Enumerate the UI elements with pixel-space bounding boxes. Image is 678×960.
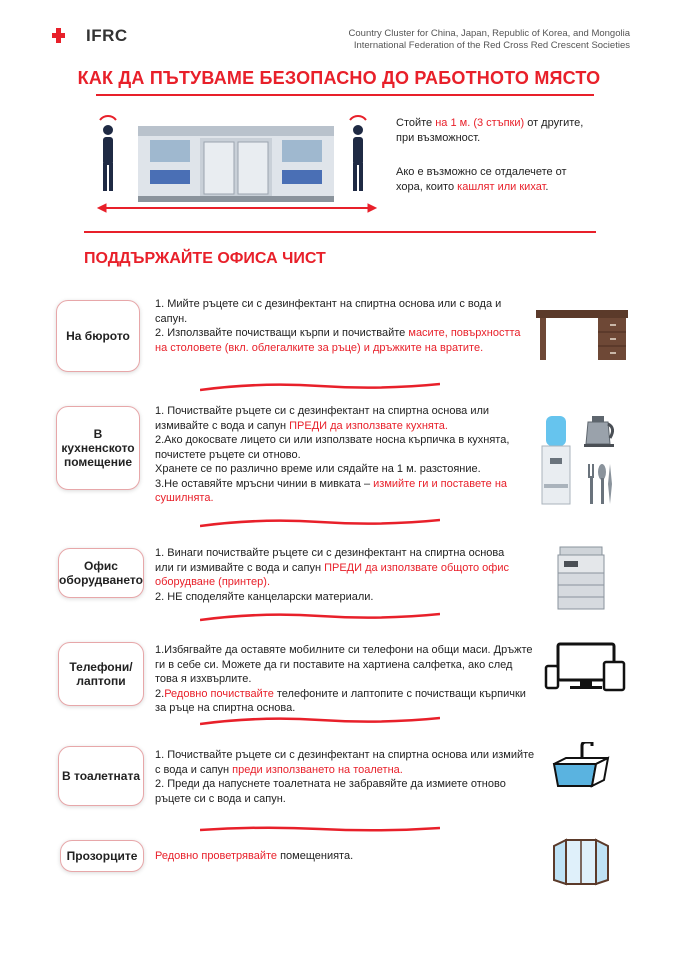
subway-distance-illustration <box>92 108 382 218</box>
divider-squiggle <box>200 518 440 528</box>
label-toilet: В тоалетната <box>58 746 144 806</box>
title-underline <box>96 94 594 96</box>
cluster-caption <box>349 28 630 52</box>
travel-title: КАК ДА ПЪТУВАМЕ БЕЗОПАСНО ДО РАБОТНОТО МЯСТО <box>77 68 601 88</box>
divider-squiggle <box>200 824 440 834</box>
cluster-line-2: International Federation of the Red Cross Red Crescent Societies <box>353 40 630 51</box>
travel-tip-cough: Ако е възможно се отдалечете от хора, които кашлят или кихат. <box>396 166 567 193</box>
red-cross-crescent-logo-icon <box>52 27 82 45</box>
distance-arrow <box>98 204 376 212</box>
label-desk: На бюрото <box>56 300 140 372</box>
label-phones: Телефони/ лаптопи <box>58 642 144 706</box>
divider-squiggle <box>200 612 440 622</box>
ifrc-logo <box>52 26 128 46</box>
section-divider <box>84 231 596 233</box>
label-windows: Прозорците <box>60 840 144 872</box>
kettle-icon <box>582 412 616 448</box>
phones-rules: 1.Избягвайте да оставяте мобилните си телефони на общи маси. Дръжте ги в себе си. Можете да ги поставите на хартиена салфетка, ако след това я изхвърлите. 2.Редовно почиствайте телефоните и лаптопите с почистващи кърпички за ръце на спиртна основа. <box>155 644 533 714</box>
logo-text: IFRC <box>86 26 128 45</box>
equipment-rules: 1. Винаги почиствайте ръцете си с дезинфектант на спиртна основа или ги измивайте с вода и сапун ПРЕДИ да използвате общото офис оборудване (принтер). 2. НЕ споделяйте канцеларски материали. <box>155 547 509 603</box>
cutlery-icon <box>582 462 616 506</box>
kitchen-rules: 1. Почиствайте ръцете си с дезинфектант на спиртна основа или измивайте с вода и сапун ПРЕДИ да използвате кухнята. 2.Ако докосвате лицето си или използвате носна кърпичка в кухнята, почистете ръцете си отново. Хранете се по различно време или сядайте на 1 м. разстояние. 3.Не оставяйте мръсни чинии в мивката – измийте ги и поставете на сушилнята. <box>155 405 510 504</box>
windows-rules: Редовно проветрявайте помещенията. <box>155 850 354 862</box>
divider-squiggle <box>200 716 440 726</box>
cluster-line-1: Country Cluster for China, Japan, Republic of Korea, and Mongolia <box>348 28 630 39</box>
toilet-rules: 1. Почиствайте ръцете си с дезинфектант на спиртна основа или измийте с вода и сапун преди използването на тоалетна. 2. Преди да напуснете тоалетната не забравяйте да измиете отново ръцете си с вода и сапун. <box>155 749 535 805</box>
window-icon <box>552 838 610 886</box>
subway-car-icon <box>138 126 334 202</box>
desk-icon <box>534 306 630 364</box>
person-icon <box>100 116 116 191</box>
divider-squiggle <box>200 382 440 392</box>
travel-tip-distance: Стойте на 1 м. (3 стъпки) от другите, при възможност. <box>396 117 584 144</box>
sink-icon <box>552 742 610 788</box>
label-kitchen: В кухненското помещение <box>56 406 140 490</box>
label-equipment: Офис оборудването <box>58 548 144 598</box>
desk-rules: 1. Мийте ръцете си с дезинфектант на спиртна основа или с вода и сапун. 2. Използвайте почистващи кърпи и почиствайте масите, повърхността на столовете (вкл. облегалките за ръце) и дръжките на вратите. <box>155 298 521 354</box>
printer-icon <box>556 545 606 611</box>
devices-icon <box>544 642 626 692</box>
water-cooler-icon <box>538 414 574 506</box>
office-title: ПОДДЪРЖАЙТЕ ОФИСА ЧИСТ <box>84 250 326 267</box>
person-icon <box>350 116 366 191</box>
